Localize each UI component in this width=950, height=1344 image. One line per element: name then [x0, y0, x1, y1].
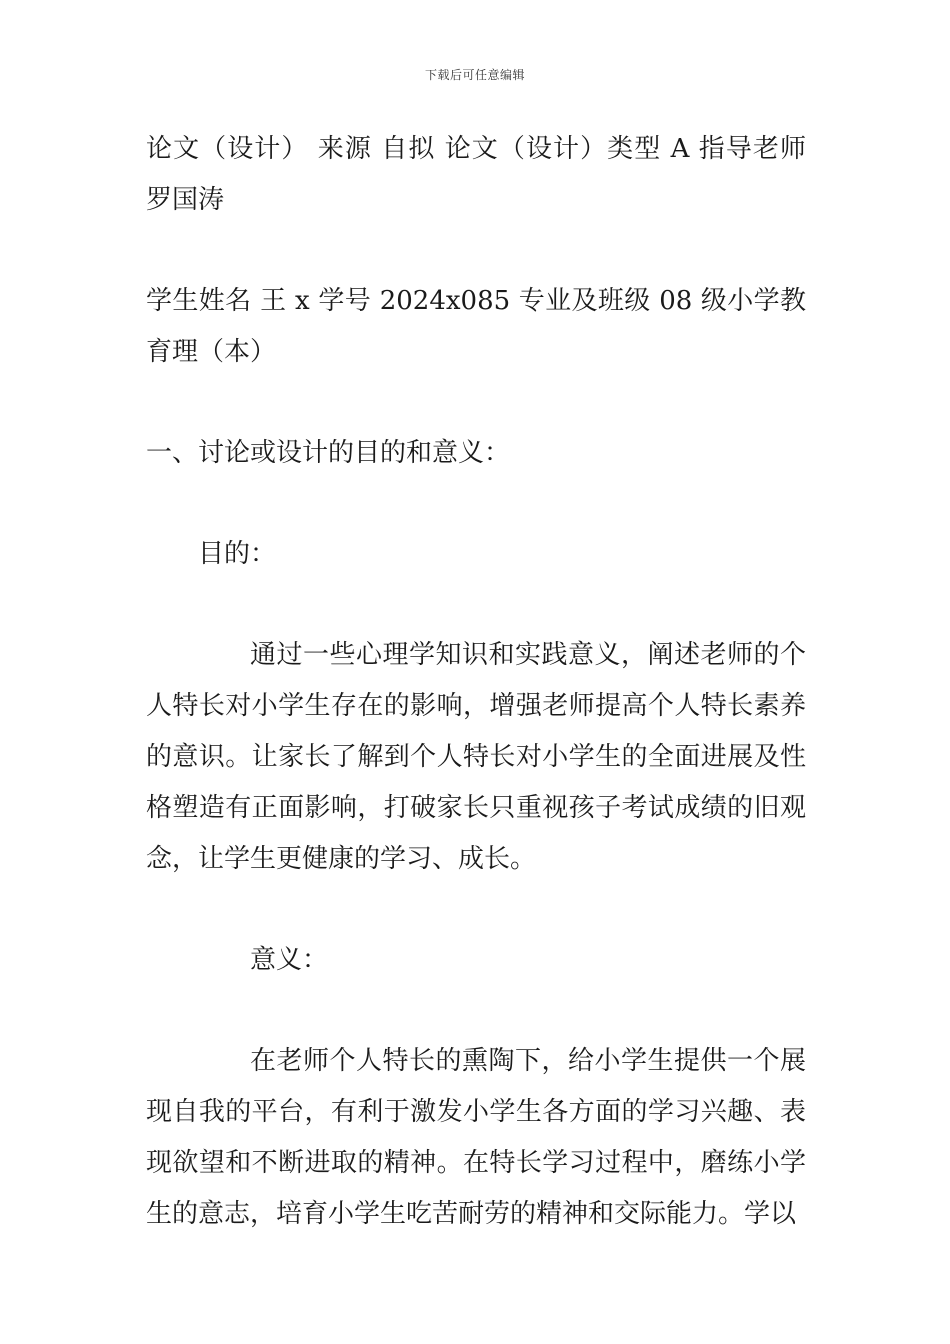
significance-label: 意义：	[250, 945, 329, 975]
thesis-info-line: 论文（设计） 来源 自拟 论文（设计）类型 A 指导老师 罗国涛	[146, 134, 806, 215]
student-info-line: 学生姓名 王 x 学号 2024x085 专业及班级 08 级小学教育理（本）	[146, 286, 806, 367]
section-heading: 一、讨论或设计的目的和意义：	[146, 438, 511, 468]
page-header-note: 下载后可任意编辑	[424, 68, 525, 82]
purpose-label: 目的：	[198, 539, 277, 569]
purpose-paragraph: 通过一些心理学知识和实践意义，阐述老师的个人特长对小学生存在的影响，增强老师提高个人特长素养的意识。让家长了解到个人特长对小学生的全面进展及性格塑造有正面影响，打破家长只重视孩子考试成绩的旧观念，让学生更健康的学习、成长。	[146, 640, 806, 874]
document-body	[146, 124, 806, 1240]
significance-paragraph: 在老师个人特长的熏陶下，给小学生提供一个展现自我的平台，有利于激发小学生各方面的学习兴趣、表现欲望和不断进取的精神。在特长学习过程中，磨练小学生的意志，培育小学生吃苦耐劳的精神和交际能力。学以	[146, 1046, 806, 1229]
